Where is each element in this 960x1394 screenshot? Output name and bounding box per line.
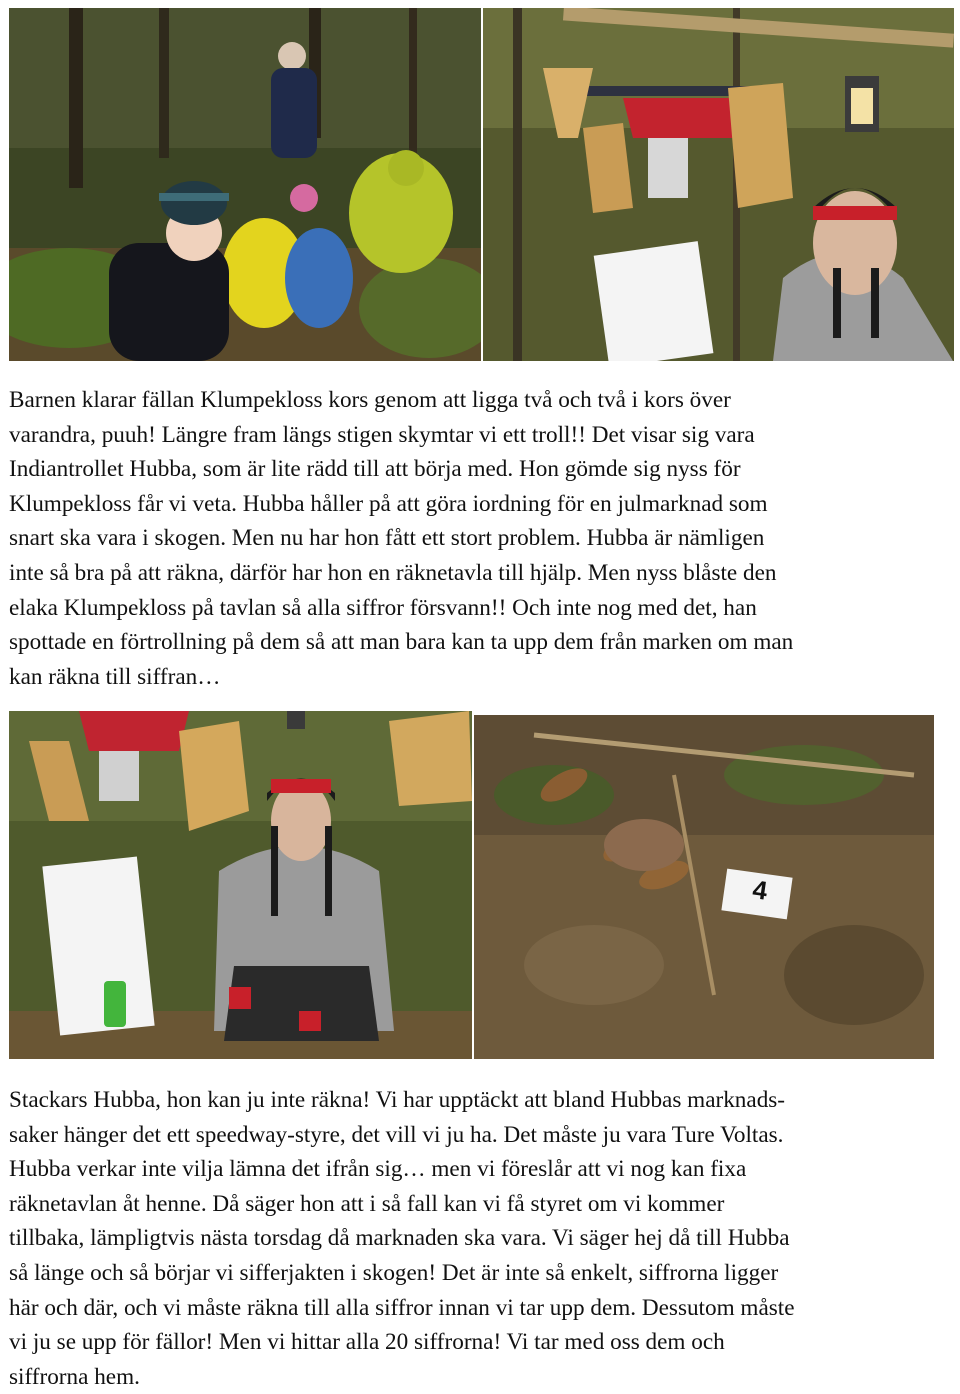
text-line: kan räkna till siffran… (9, 663, 221, 690)
text-line: Indiantrollet Hubba, som är lite rädd till att börja med. Hon gömde sig nyss för (9, 456, 741, 483)
text-line: siffrorna hem. (9, 1363, 140, 1390)
text-line: vi ju se upp för fällor! Men vi hittar alla 20 siffrorna! Vi tar med oss dem och (9, 1329, 725, 1356)
text-line: snart ska vara i skogen. Men nu har hon fått ett stort problem. Hubba är nämligen (9, 525, 765, 552)
hubba-kneeling-photo (9, 711, 472, 1059)
text-line: Hubba verkar inte vilja lämna det ifrån sig… men vi föreslår att vi nog kan fixa (9, 1156, 747, 1183)
text-line: saker hänger det ett speedway-styre, det vill vi ju ha. Det måste ju vara Ture Voltas. (9, 1121, 784, 1148)
children-in-forest-photo (9, 8, 481, 361)
number-card-on-ground-photo (474, 715, 934, 1059)
text-line: elaka Klumpekloss på tavlan så alla siffror försvann!! Och inte nog med det, han (9, 594, 757, 621)
text-line: inte så bra på att räkna, därför har hon en räknetavla till hjälp. Men nyss blåste den (9, 559, 777, 586)
text-line: Klumpekloss får vi veta. Hubba håller på att göra iordning för en julmarknad som (9, 490, 768, 517)
number-card-label: 4 (750, 874, 770, 906)
text-line: här och där, och vi måste räkna till alla siffror innan vi tar upp dem. Dessutom måste (9, 1294, 795, 1321)
text-line: så länge och så börjar vi sifferjakten i skogen! Det är inte så enkelt, siffrorna ligger (9, 1259, 779, 1286)
text-line: spottade en förtrollning på dem så att man bara kan ta upp dem från marken om man (9, 629, 794, 656)
story-paragraph-2 (9, 1083, 954, 1394)
hubba-market-stall-photo (483, 8, 954, 361)
text-line: Stackars Hubba, hon kan ju inte räkna! Vi har upptäckt att bland Hubbas marknads- (9, 1087, 786, 1113)
story-paragraph-1 (9, 383, 954, 694)
text-line: varandra, puuh! Längre fram längs stigen skymtar vi ett troll!! Det visar sig vara (9, 421, 755, 448)
text-line: tillbaka, lämpligtvis nästa torsdag då marknaden ska vara. Vi säger hej då till Hubba (9, 1225, 790, 1252)
text-line: Barnen klarar fällan Klumpekloss kors genom att ligga två och två i kors över (9, 387, 731, 413)
text-line: räknetavlan åt henne. Då säger hon att i så fall kan vi få styret om vi kommer (9, 1190, 725, 1217)
